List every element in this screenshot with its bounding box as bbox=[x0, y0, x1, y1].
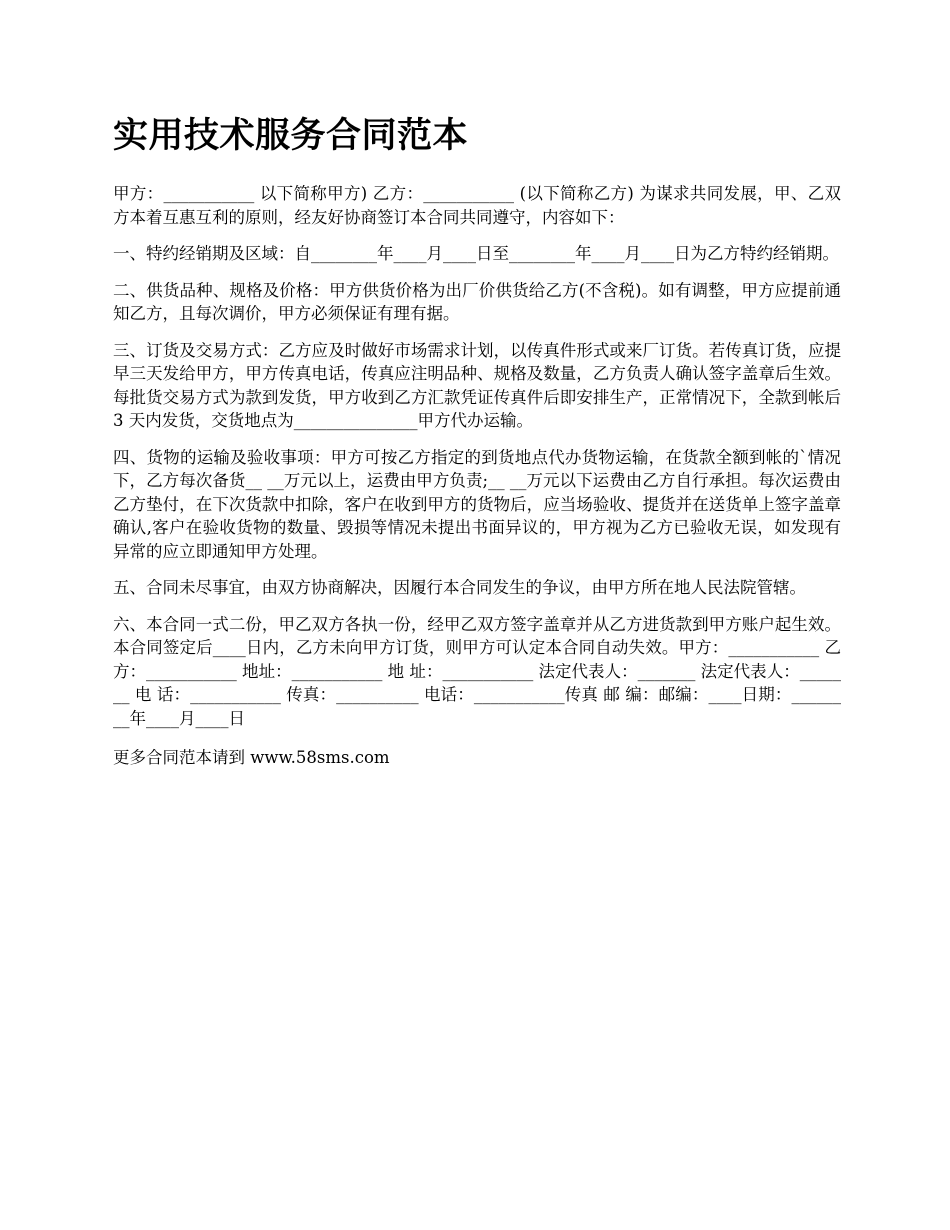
clause-2-supply-price: 二、供货品种、规格及价格：甲方供货价格为出厂价供货给乙方(不含税)。如有调整，甲方应提前通知乙方，且每次调价，甲方必须保证有理有据。 bbox=[113, 280, 841, 323]
contract-intro: 甲方：___________ 以下简称甲方) 乙方：___________ (以下简称乙方) 为谋求共同发展，甲、乙双方本着互惠互利的原则，经友好协商签订本合同共同遵守，内容如下： bbox=[113, 184, 841, 227]
clause-5-disputes: 五、合同未尽事宜，由双方协商解决，因履行本合同发生的争议，由甲方所在地人民法院管辖。 bbox=[113, 578, 806, 597]
clause-6-effectiveness-and-signatures: 六、本合同一式二份，甲乙双方各执一份，经甲乙双方签字盖章并从乙方进货款到甲方账户起生效。本合同签定后____日内，乙方未向甲方订货，则甲方可认定本合同自动失效。甲方：___________ 乙方：___________ 地址：___________ 地 址：___________ 法定代表人：_______ 法定代表人：_______ 电 话：___________ 传真：__________ 电话：___________传真 邮 编：邮编：____日期：________年____月____日 bbox=[113, 614, 841, 728]
document-title: 实用技术服务合同范本 bbox=[113, 116, 469, 156]
clause-1-distribution-period: 一、特约经销期及区域：自________年____月____日至________年____月____日为乙方特约经销期。 bbox=[113, 244, 839, 263]
footer-note: 更多合同范本请到 www.58sms.com bbox=[113, 748, 390, 767]
clause-3-ordering-transaction: 三、订货及交易方式：乙方应及时做好市场需求计划，以传真件形式或来厂订货。若传真订货，应提早三天发给甲方，甲方传真电话，传真应注明品种、规格及数量，乙方负责人确认签字盖章后生效。每批货交易方式为款到发货，甲方收到乙方汇款凭证传真件后即安排生产，正常情况下，全款到帐后 3 天内发货，交货地点为_______________甲方代办运输。 bbox=[113, 340, 847, 430]
document-page bbox=[113, 112, 847, 786]
clause-4-transport-acceptance: 四、货物的运输及验收事项：甲方可按乙方指定的到货地点代办货物运输，在货款全额到帐的`情况下，乙方每次备货__ __万元以上，运费由甲方负责;__ __万元以下运费由乙方自行承担。每次运费由乙方垫付，在下次货款中扣除，客户在收到甲方的货物后，应当场验收、提货并在送货单上签字盖章确认,客户在验收货物的数量、毁损等情况未提出书面异议的，甲方视为乙方已验收无误，如发现有异常的应立即通知甲方处理。 bbox=[113, 447, 841, 561]
